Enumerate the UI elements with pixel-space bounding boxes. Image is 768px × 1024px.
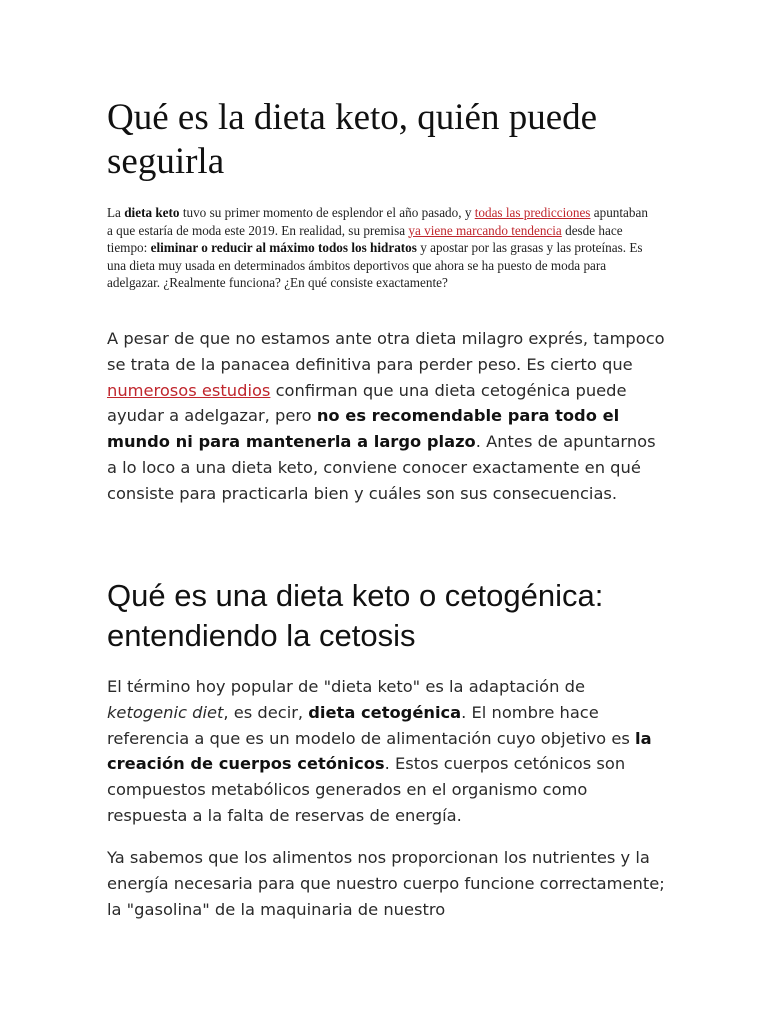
paragraph-2 bbox=[107, 326, 667, 507]
p2-text-3: . Antes de apuntarnos a lo loco a una dieta keto, conviene conocer exactamente en qué consiste para practicarla bien y cuáles son sus consecuencias. bbox=[107, 432, 656, 503]
p2-text-2: confirman que una dieta cetogénica puede ayudar a adelgazar, pero bbox=[107, 380, 627, 426]
p2-text-1: A pesar de que no estamos ante otra dieta milagro exprés, tampoco se trata de la panacea definitiva para perder peso. Es cierto que bbox=[107, 329, 665, 374]
link-ya-viene-marcando-tendencia[interactable]: ya viene marcando tendencia bbox=[408, 222, 562, 238]
intro-text-2: tuvo su primer momento de esplendor el año pasado, y bbox=[179, 205, 475, 220]
p3-bold-dieta-cetogenica: dieta cetogénica bbox=[308, 702, 462, 722]
p3-text-1: El término hoy popular de "dieta keto" es la adaptación de bbox=[107, 677, 585, 696]
intro-text-3: apuntaban a que estaría de moda este 2019. En realidad, su premisa bbox=[107, 205, 648, 238]
p4-text-1: Ya sabemos que los alimentos nos proporcionan los nutrientes y la energía necesaria para que nuestro cuerpo funcione correctamente; la "gasolina" de la maquinaria de nuestro bbox=[107, 848, 665, 919]
intro-text-4: desde hace tiempo: bbox=[107, 222, 623, 255]
intro-text-1: La bbox=[107, 205, 125, 220]
intro-paragraph bbox=[107, 204, 657, 292]
p3-text-2: , es decir, bbox=[223, 702, 309, 722]
paragraph-3 bbox=[107, 674, 667, 829]
p3-text-4: . Estos cuerpos cetónicos son compuestos metabólicos generados en el organismo como respuesta a la falta de reservas de energía. bbox=[107, 754, 626, 825]
p2-bold-no-recomendable: no es recomendable para todo el mundo ni para mantenerla a largo plazo bbox=[107, 406, 620, 452]
p3-text-3: . El nombre hace referencia a que es un modelo de alimentación cuyo objetivo es bbox=[107, 702, 635, 748]
p3-bold-cuerpos-cetonicos: la creación de cuerpos cetónicos bbox=[107, 728, 652, 774]
intro-bold-eliminar-hidratos: eliminar o reducir al máximo todos los hidratos bbox=[150, 240, 417, 255]
p3-italic-ketogenic-diet: ketogenic diet bbox=[107, 702, 224, 722]
intro-bold-dieta-keto: dieta keto bbox=[124, 205, 180, 220]
section-heading: Qué es una dieta keto o cetogénica: entendiendo la cetosis bbox=[107, 578, 604, 653]
link-todas-las-predicciones[interactable]: todas las predicciones bbox=[474, 205, 591, 220]
paragraph-4 bbox=[107, 845, 667, 922]
intro-text-5: y apostar por las grasas y las proteínas. Es una dieta muy usada en determinados ámbitos deportivos que ahora se ha puesto de moda para adelgazar. ¿Realmente funciona? ¿En qué consiste exactamente? bbox=[107, 240, 643, 290]
article-title: Qué es la dieta keto, quién puede seguirla bbox=[107, 97, 598, 182]
link-numerosos-estudios[interactable]: numerosos estudios bbox=[107, 380, 271, 400]
